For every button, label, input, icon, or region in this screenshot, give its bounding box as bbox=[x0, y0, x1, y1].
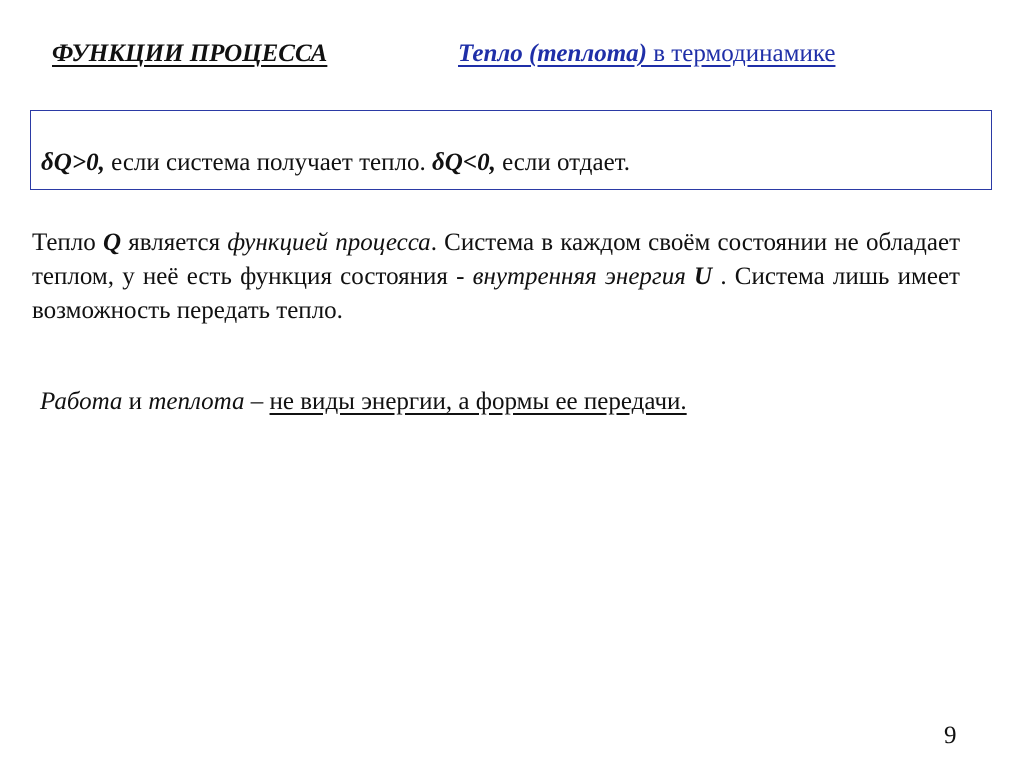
and-word: и bbox=[122, 388, 149, 415]
para-text-5: внутренняя энергия bbox=[472, 263, 686, 290]
para-text-3: функцией процесса bbox=[227, 229, 431, 256]
para-text-4: . Система в каждом своём состоянии не обладает теплом, у неё есть функция состояния - bbox=[32, 229, 960, 290]
section-title: ФУНКЦИИ ПРОЦЕССА bbox=[52, 40, 328, 67]
forms-of-transfer: не виды энергии, а формы ее передачи. bbox=[269, 388, 687, 415]
sign-negative: δQ<0, bbox=[431, 149, 496, 176]
dash: – bbox=[244, 388, 270, 415]
heat-word: теплота bbox=[148, 388, 245, 415]
para-text-6: . Система лишь имеет возможность передать тепло. bbox=[32, 263, 960, 324]
topic-title bbox=[458, 40, 835, 68]
sign-negative-text: если отдает. bbox=[495, 149, 630, 176]
para-text-2: является bbox=[121, 229, 228, 256]
q-symbol: Q bbox=[102, 229, 122, 256]
topic-title-emphasis: Тепло (теплота) bbox=[458, 40, 647, 67]
para-text-1: Тепло bbox=[32, 229, 103, 256]
work-word: Работа bbox=[40, 388, 123, 415]
topic-title-rest: в термодинамике bbox=[647, 40, 836, 67]
u-symbol: U bbox=[685, 263, 713, 290]
work-heat-line bbox=[40, 388, 687, 416]
sign-positive-text: если система получает тепло. bbox=[104, 149, 432, 176]
page-number: 9 bbox=[944, 722, 957, 749]
heat-paragraph bbox=[32, 226, 960, 328]
sign-convention-text bbox=[41, 149, 630, 177]
sign-positive: δQ>0, bbox=[41, 149, 105, 176]
sign-convention-box bbox=[30, 110, 992, 190]
